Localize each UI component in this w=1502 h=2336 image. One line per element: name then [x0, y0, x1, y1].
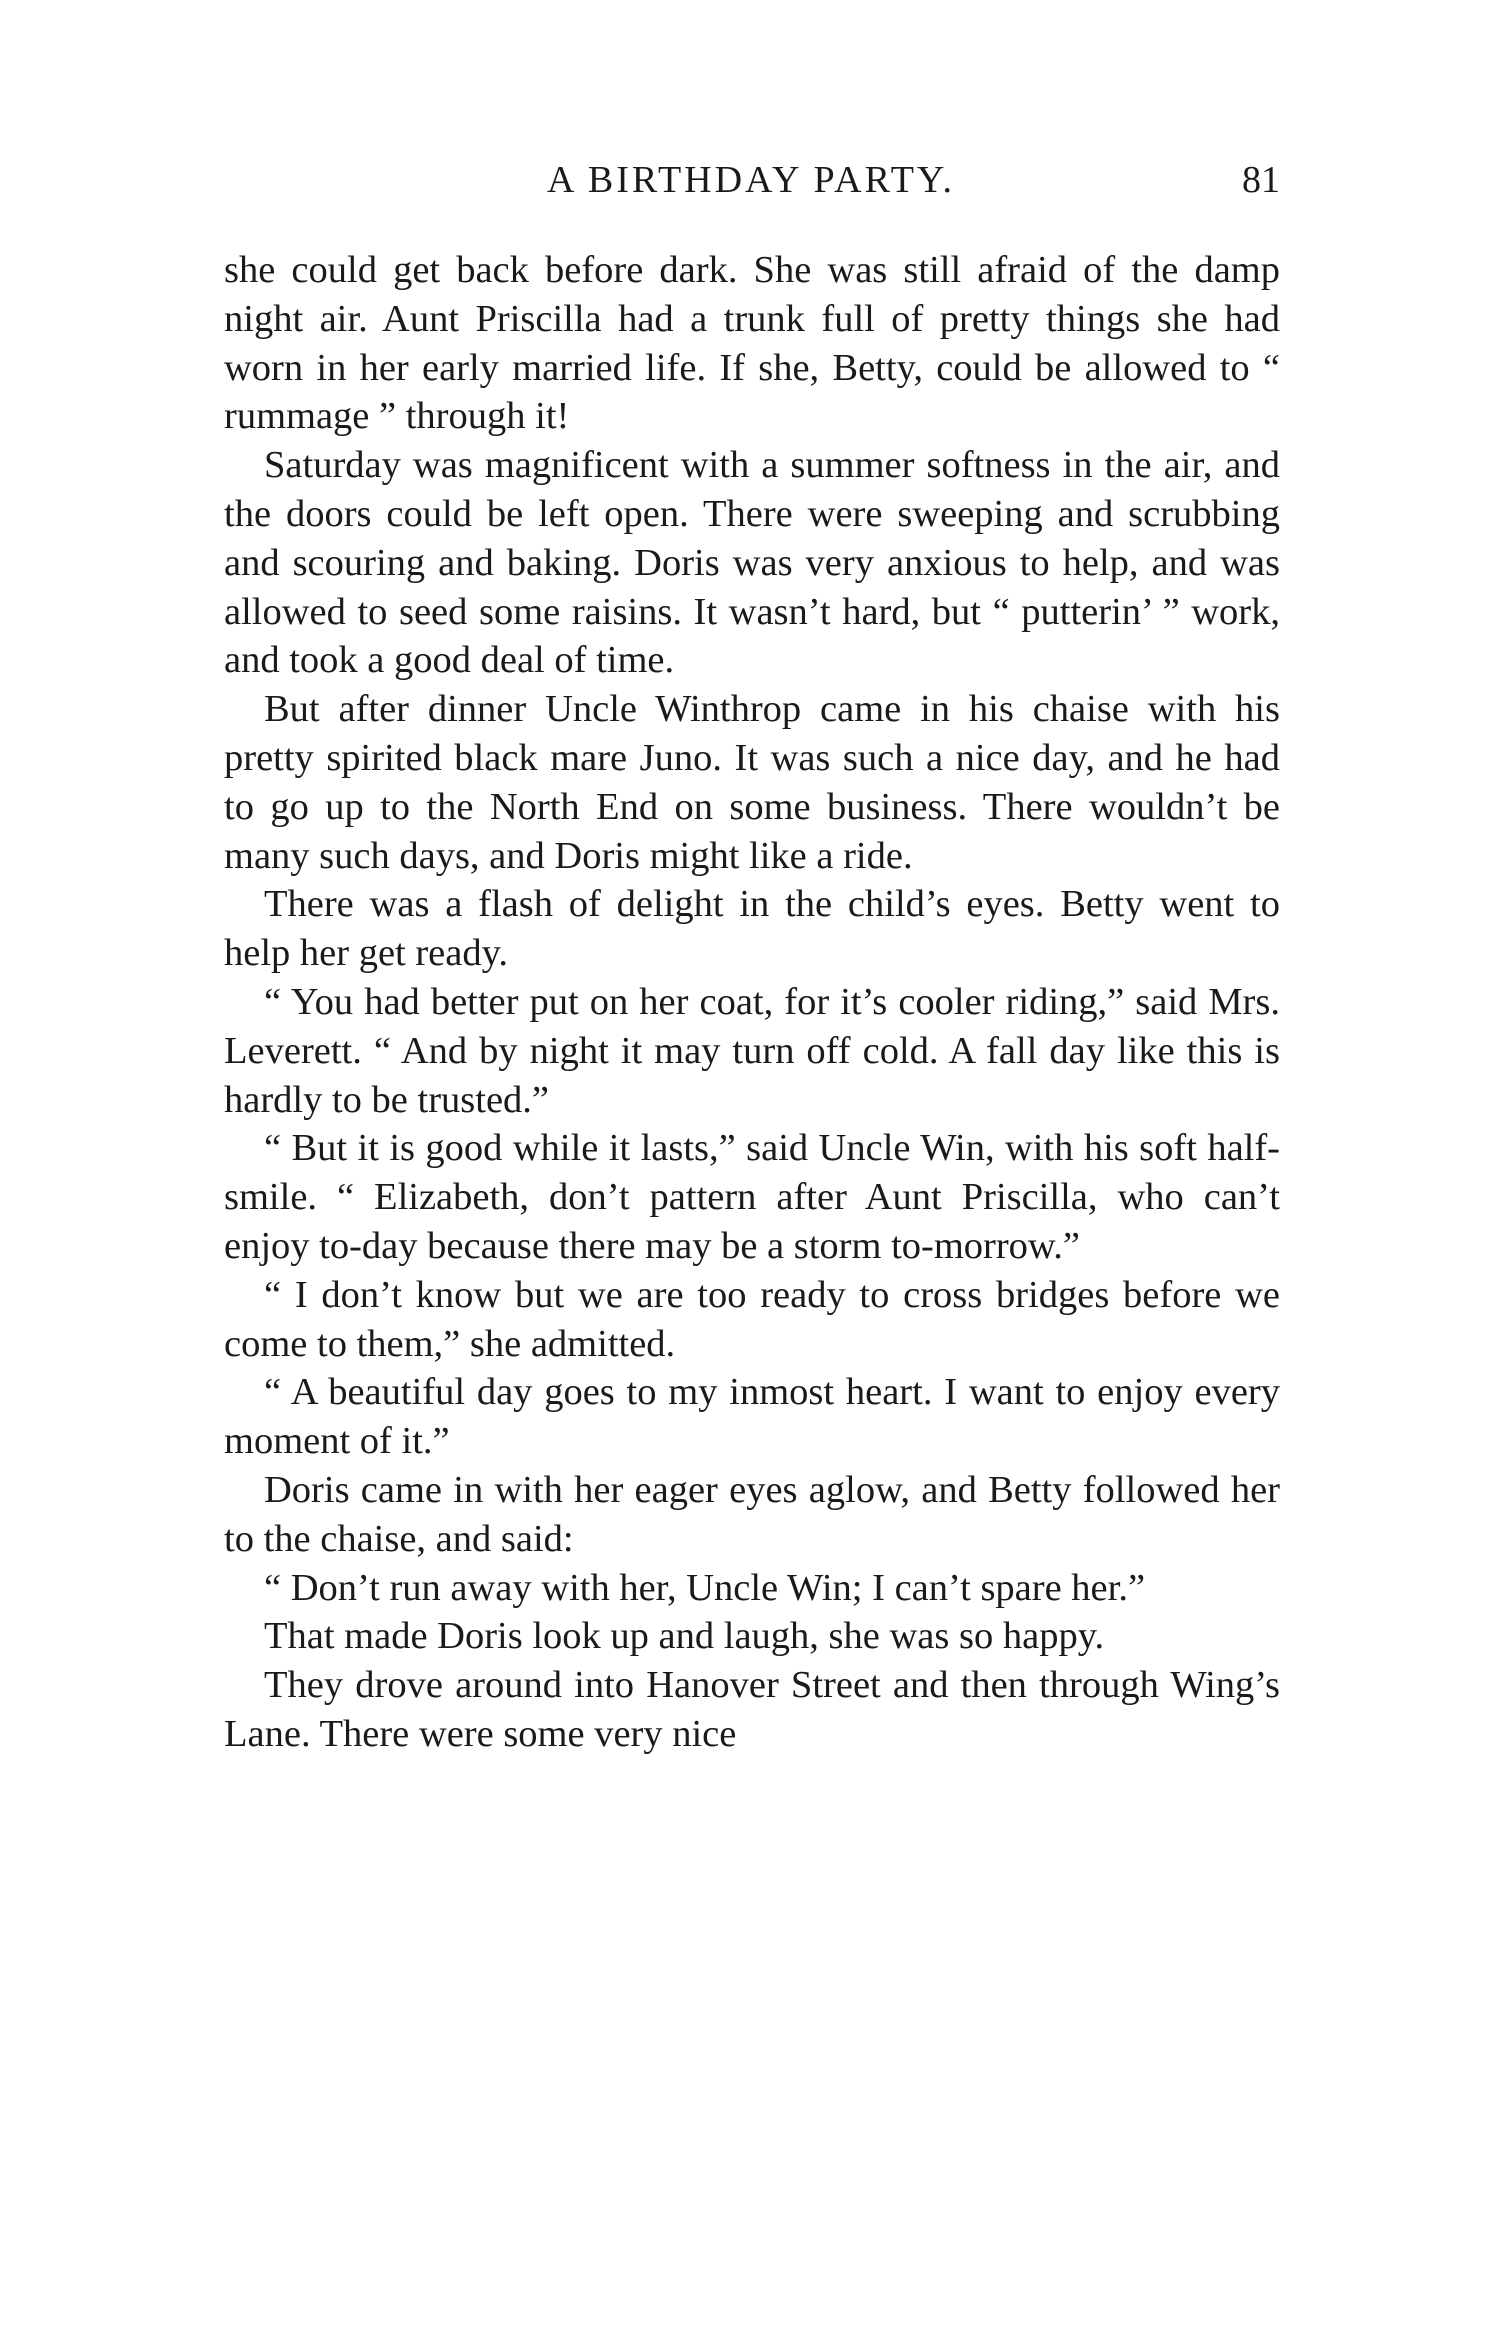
paragraph: she could get back before dark. She was still afraid of the damp night air. Aunt Priscilla had a trunk full of pretty things she had worn in her early married life. If she, Betty, could be allowed to “ rummage ” through it!	[224, 249, 1280, 438]
paragraph: There was a flash of delight in the child’s eyes. Betty went to help her get ready.	[224, 883, 1280, 975]
paragraph: “ A beautiful day goes to my inmost heart. I want to enjoy every moment of it.”	[224, 1371, 1280, 1463]
page-number: 81	[1242, 159, 1280, 201]
paragraph: “ You had better put on her coat, for it’s cooler riding,” said Mrs. Leverett. “ And by night it may turn off cold. A fall day like this is hardly to be trusted.”	[224, 980, 1280, 1121]
paragraph: “ But it is good while it lasts,” said Uncle Win, with his soft half-smile. “ Elizabeth, don’t pattern after Aunt Priscilla, who can’t enjoy to-day because there may be a storm to-morrow.”	[224, 1127, 1280, 1267]
running-head	[222, 150, 1280, 210]
paragraph: “ Don’t run away with her, Uncle Win; I can’t spare her.”	[264, 1566, 1146, 1609]
paragraph: But after dinner Uncle Winthrop came in his chaise with his pretty spirited black mare Juno. It was such a nice day, and he had to go up to the North End on some business. There wouldn’t be many such days, and Doris might like a ride.	[224, 688, 1280, 877]
running-title: A BIRTHDAY PARTY.	[547, 159, 955, 201]
paragraph: Doris came in with her eager eyes aglow, and Betty followed her to the chaise, and said:	[224, 1468, 1280, 1560]
paragraph: Saturday was magnificent with a summer softness in the air, and the doors could be left open. There were sweeping and scrubbing and scouring and baking. Doris was very anxious to help, and was allowed to seed some raisins. It wasn’t hard, but “ putterin’ ” work, and took a good deal of time.	[224, 444, 1280, 682]
body-text	[224, 246, 1280, 1759]
paragraph: That made Doris look up and laugh, she was so happy.	[264, 1615, 1105, 1658]
paragraph: They drove around into Hanover Street and then through Wing’s Lane. There were some very nice	[224, 1664, 1280, 1755]
paragraph: “ I don’t know but we are too ready to cross bridges before we come to them,” she admitted.	[224, 1273, 1280, 1365]
